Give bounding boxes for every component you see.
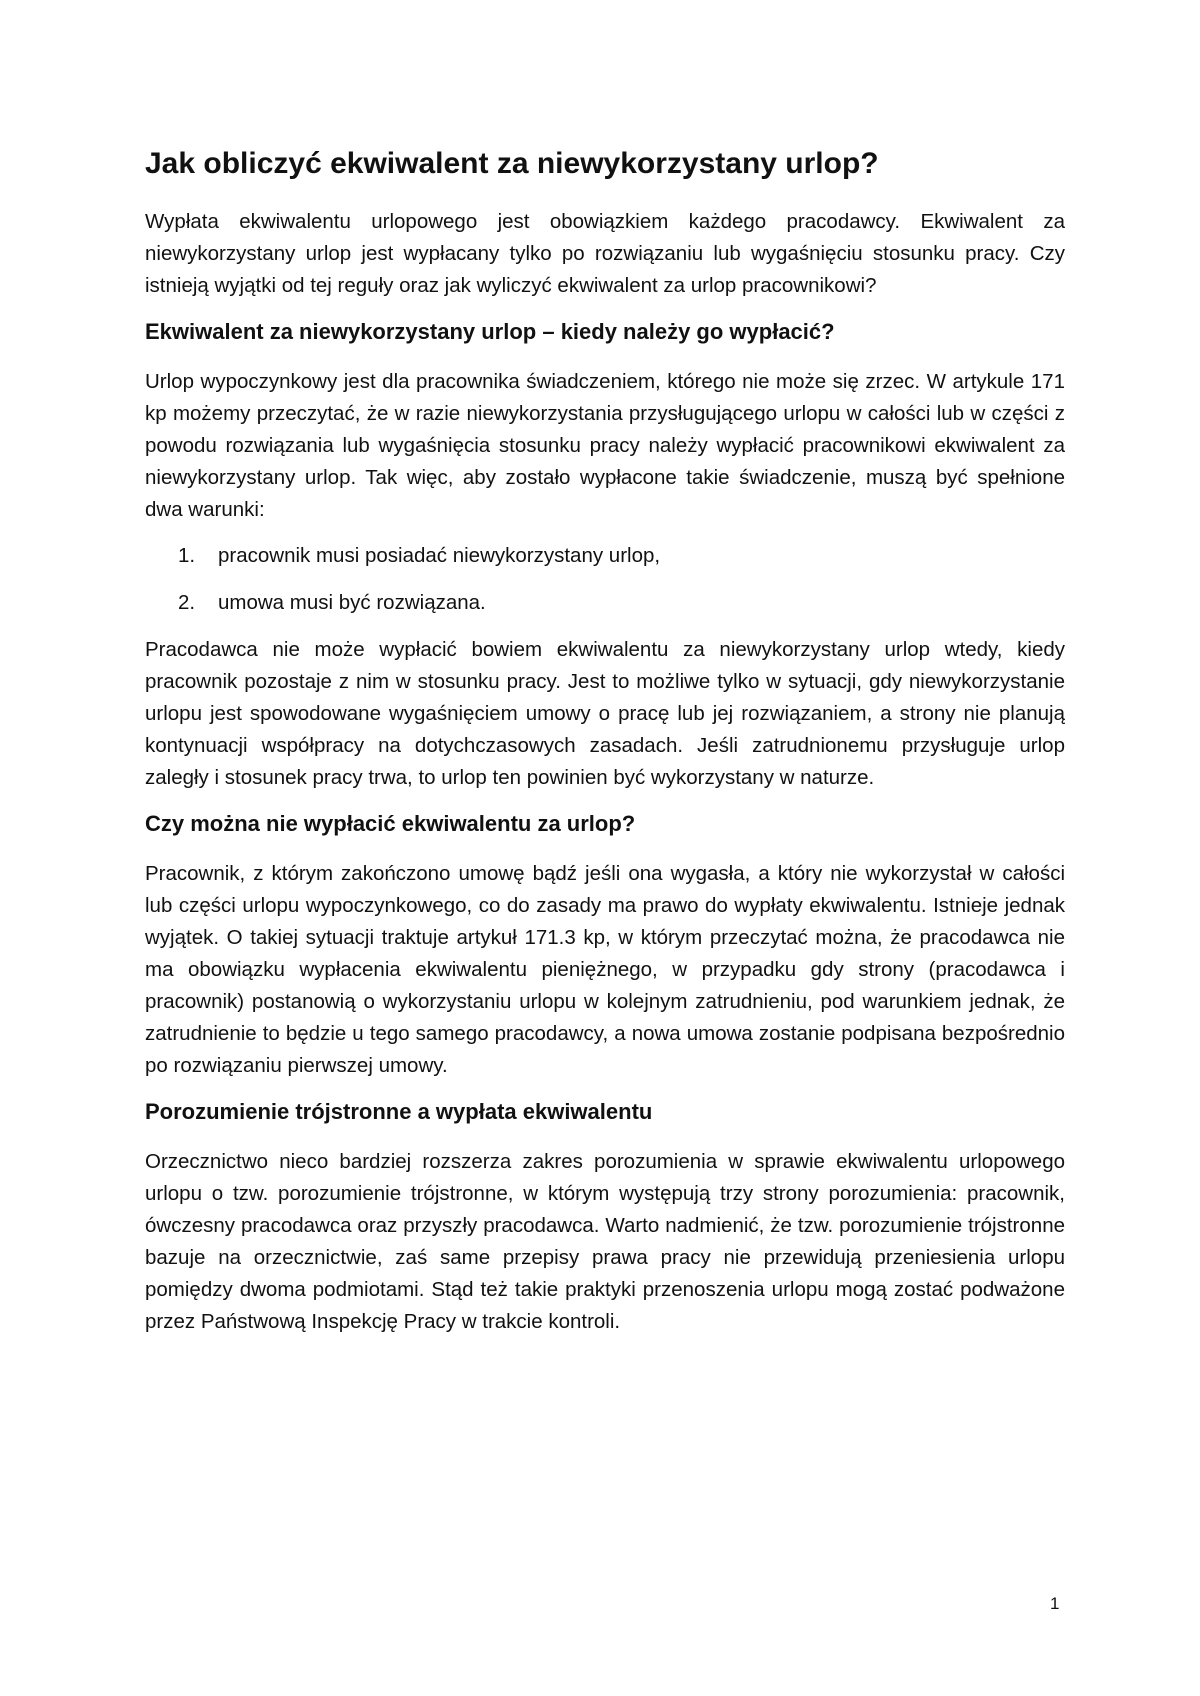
list-item-number: 2. [178, 591, 196, 614]
list-item-number: 1. [178, 544, 196, 567]
section2-paragraph-1: Pracownik, z którym zakończono umowę bądź jeśli ona wygasła, a który nie wykorzystał w całości lub części urlopu wypoczynkowego, co do zasady ma prawo do wypłaty ekwiwalentu. Istnieje jednak wyjątek. O takiej sytuacji traktuje artykuł 171.3 kp, w którym przeczytać można, że pracodawca nie ma obowiązku wypłacenia ekwiwalentu pieniężnego, w przypadku gdy strony (pracodawca i pracownik) postanowią o wykorzystaniu urlopu w kolejnym zatrudnieniu, pod warunkiem jednak, że zatrudnienie to będzie u tego samego pracodawcy, a nowa umowa zostanie podpisana bezpośrednio po rozwiązaniu pierwszej umowy. [145, 862, 1065, 1077]
section3-paragraph-1: Orzecznictwo nieco bardziej rozszerza zakres porozumienia w sprawie ekwiwalentu urlopowego urlopu o tzw. porozumienie trójstronne, w którym występują trzy strony porozumienia: pracownik, ówczesny pracodawca oraz przyszły pracodawca. Warto nadmienić, że tzw. porozumienie trójstronne bazuje na orzecznictwie, zaś same przepisy prawa pracy nie przewidują przeniesienia urlopu pomiędzy dwoma podmiotami. Stąd też takie praktyki przenoszenia urlopu mogą zostać podważone przez Państwową Inspekcję Pracy w trakcie kontroli. [145, 1150, 1065, 1333]
page-number: 1 [1050, 1594, 1060, 1613]
conditions-list [145, 540, 1065, 619]
section-heading-tripartite-agreement: Porozumienie trójstronne a wypłata ekwiwalentu [145, 1099, 653, 1124]
document-title: Jak obliczyć ekwiwalent za niewykorzystany urlop? [145, 147, 879, 180]
list-item-text: umowa musi być rozwiązana. [218, 591, 486, 614]
list-item [145, 587, 1065, 619]
section1-paragraph-1: Urlop wypoczynkowy jest dla pracownika świadczeniem, którego nie może się zrzec. W artykule 171 kp możemy przeczytać, że w razie niewykorzystania przysługującego urlopu w całości lub w części z powodu rozwiązania lub wygaśnięcia stosunku pracy należy wypłacić pracownikowi ekwiwalent za niewykorzystany urlop. Tak więc, aby zostało wypłacone takie świadczenie, muszą być spełnione dwa warunki: [145, 370, 1065, 521]
list-item-text: pracownik musi posiadać niewykorzystany urlop, [218, 544, 661, 567]
section1-paragraph-2: Pracodawca nie może wypłacić bowiem ekwiwalentu za niewykorzystany urlop wtedy, kiedy pracownik pozostaje z nim w stosunku pracy. Jest to możliwe tylko w sytuacji, gdy niewykorzystanie urlopu jest spowodowane wygaśnięciem umowy o pracę lub jej rozwiązaniem, a strony nie planują kontynuacji współpracy na dotychczasowych zasadach. Jeśli zatrudnionemu przysługuje urlop zaległy i stosunek pracy trwa, to urlop ten powinien być wykorzystany w naturze. [145, 638, 1065, 789]
section-heading-can-skip-payment: Czy można nie wypłacić ekwiwalentu za urlop? [145, 811, 636, 836]
intro-paragraph: Wypłata ekwiwalentu urlopowego jest obowiązkiem każdego pracodawcy. Ekwiwalent za niewykorzystany urlop jest wypłacany tylko po rozwiązaniu lub wygaśnięciu stosunku pracy. Czy istnieją wyjątki od tej reguły oraz jak wyliczyć ekwiwalent za urlop pracownikowi? [145, 210, 1065, 297]
document-page [145, 142, 1065, 1352]
section-heading-when-to-pay: Ekwiwalent za niewykorzystany urlop – kiedy należy go wypłacić? [145, 319, 835, 344]
list-item [145, 540, 1065, 572]
